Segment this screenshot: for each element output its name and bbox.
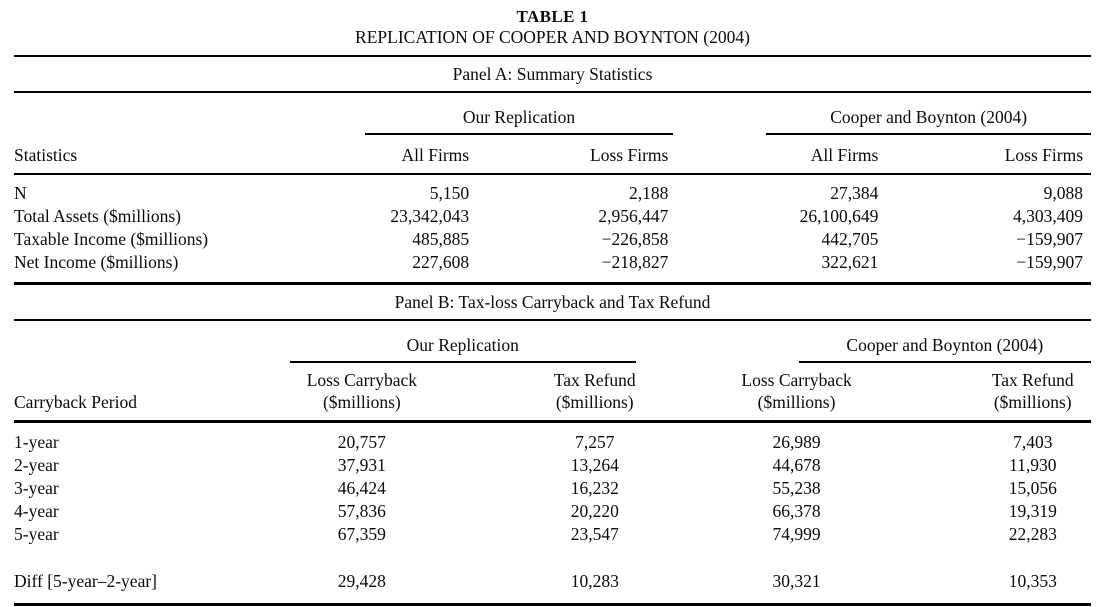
table-number: TABLE 1 [516,7,589,26]
panel-a-table [14,93,1091,282]
data-cell: 27,384 [830,183,879,203]
group-header-cooper-boynton: Cooper and Boynton (2004) [799,334,1091,363]
row-label: Taxable Income ($millions) [14,229,209,249]
data-cell: 74,999 [772,524,821,544]
table-row-total-assets [14,205,1091,228]
data-cell: 16,232 [570,478,619,498]
data-cell: 9,088 [1043,183,1083,203]
data-cell: 26,100,649 [799,206,879,226]
data-cell: 57,836 [337,501,386,521]
table-row-5-year [14,523,1091,546]
table-row-net-income [14,251,1091,282]
group-header-our-replication: Our Replication [290,334,636,363]
table-row-1-year [14,422,1091,455]
panel-b-title: Panel B: Tax-loss Carryback and Tax Refund [14,282,1091,321]
panel-a-title: Panel A: Summary Statistics [14,55,1091,93]
panel-b-column-header-row [14,363,1091,422]
column-header-all-firms-cb: All Firms [676,135,886,174]
panel-b-group-header-row [14,321,1091,363]
data-cell: 485,885 [412,229,470,249]
spacer-row [14,546,1091,570]
row-label: 5-year [14,524,59,544]
data-cell: 227,608 [412,252,470,272]
data-cell: 7,257 [575,432,615,452]
data-cell: 20,757 [337,432,386,452]
data-cell: 10,283 [570,571,619,591]
table-title: REPLICATION OF COOPER AND BOYNTON (2004) [355,27,750,47]
data-cell: −218,827 [601,252,669,272]
data-cell: −226,858 [601,229,669,249]
data-cell: 23,547 [570,524,619,544]
column-header-tax-refund-cb: Tax Refund ($millions) [875,363,1092,422]
data-cell: 2,188 [628,183,669,203]
row-label: Diff [5-year–2-year] [14,571,157,591]
data-cell: 10,353 [1008,571,1057,591]
table-row-3-year [14,477,1091,500]
table-row-n [14,174,1091,205]
table-row-diff [14,570,1091,605]
data-cell: 22,283 [1008,524,1057,544]
row-label: 4-year [14,501,59,521]
data-cell: 23,342,043 [390,206,470,226]
group-header-our-replication: Our Replication [365,106,674,135]
data-cell: 55,238 [772,478,821,498]
data-cell: 2,956,447 [598,206,669,226]
column-header-loss-carryback-cb: Loss Carryback ($millions) [653,363,875,422]
data-cell: 19,319 [1008,501,1057,521]
data-cell: 5,150 [429,183,470,203]
data-cell: 67,359 [337,524,386,544]
data-cell: 11,930 [1009,455,1057,475]
column-header-tax-refund-rep: Tax Refund ($millions) [460,363,653,422]
row-label: 2-year [14,455,59,475]
panel-b-table [14,321,1091,606]
column-header-loss-firms-cb: Loss Firms [886,135,1091,174]
data-cell: −159,907 [1016,252,1083,272]
row-header-carryback-period: Carryback Period [14,363,278,422]
panel-a-group-header-row [14,93,1091,135]
data-cell: 66,378 [772,501,821,521]
table-caption [14,4,1091,48]
column-header-loss-carryback-rep: Loss Carryback ($millions) [278,363,460,422]
data-cell: 13,264 [570,455,619,475]
data-cell: 4,303,409 [1013,206,1083,226]
data-cell: 37,931 [337,455,386,475]
data-cell: 322,621 [821,252,879,272]
data-cell: 442,705 [821,229,879,249]
row-label: Total Assets ($millions) [14,206,181,226]
data-cell: 26,989 [772,432,821,452]
data-cell: 44,678 [772,455,821,475]
column-header-all-firms-rep: All Firms [359,135,477,174]
row-header-statistics: Statistics [14,135,359,174]
row-label: N [14,183,27,203]
data-cell: 15,056 [1008,478,1057,498]
row-label: 1-year [14,432,59,452]
data-cell: 30,321 [772,571,821,591]
group-header-cooper-boynton: Cooper and Boynton (2004) [766,106,1091,135]
table-row-4-year [14,500,1091,523]
data-cell: −159,907 [1016,229,1083,249]
data-cell: 7,403 [1013,432,1053,452]
row-label: Net Income ($millions) [14,252,179,272]
data-cell: 29,428 [337,571,386,591]
data-cell: 20,220 [570,501,619,521]
column-header-loss-firms-rep: Loss Firms [477,135,676,174]
table-row-2-year [14,454,1091,477]
data-cell: 46,424 [337,478,386,498]
panel-a-column-header-row [14,135,1091,174]
table-row-taxable-income [14,228,1091,251]
row-label: 3-year [14,478,59,498]
